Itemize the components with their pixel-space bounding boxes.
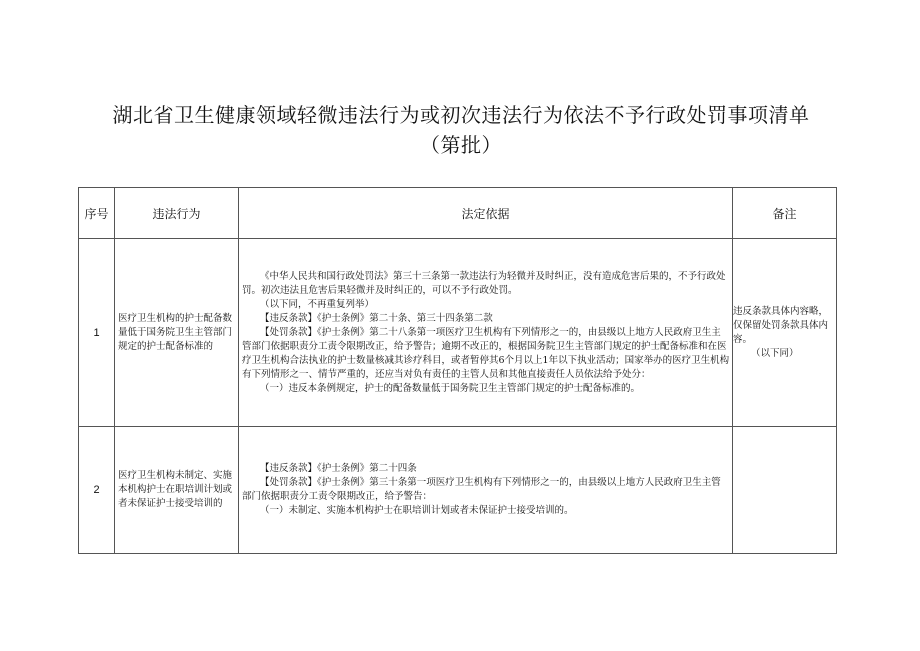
header-act: 违法行为 [115,188,239,239]
remark-text: 违反条款具体内容略，仅保留处罚条款具体内容。 [733,305,829,345]
legal-basis [239,239,733,427]
basis-line: 《中华人民共和国行政处罚法》第三十三条第一款违法行为轻微并及时纠正，没有造成危害后果的，不予行政处罚。初次违法且危害后果轻微并及时纠正的，可以不予行政处罚。 [242,270,726,296]
legal-basis [239,427,733,554]
violation-desc: 医疗卫生机构的护士配备数量低于国务院卫生主管部门规定的护士配备标准的 [118,312,233,352]
row-number: 1 [79,239,115,427]
basis-line: （以下同，不再重复列举） [260,298,375,310]
remark [733,239,837,427]
header-basis: 法定依据 [239,188,733,239]
table-row [79,427,837,554]
header-no: 序号 [79,188,115,239]
violation-text [115,239,239,427]
basis-line: 【违反条款】《护士条例》第二十四条 [260,463,417,474]
basis-line: （一）未制定、实施本机构护士在职培训计划或者未保证护士接受培训的。 [260,505,574,516]
remark [733,427,837,554]
table-row [79,239,837,427]
penalty-table [78,187,837,554]
page-title: 湖北省卫生健康领域轻微违法行为或初次违法行为依法不予行政处罚事项清单（第批） [112,103,810,157]
basis-line: （一）违反本条例规定，护士的配备数量低于国务院卫生主管部门规定的护士配备标准的。 [260,382,641,394]
violation-desc: 医疗卫生机构未制定、实施本机构护士在职培训计划或者未保证护士接受培训的 [118,470,233,509]
basis-line: 【违反条款】《护士条例》第二十条、第三十四条第二款 [260,312,493,324]
remark-text-2: （以下同） [751,347,799,359]
table-header-row [79,188,837,239]
row-number: 2 [79,427,115,554]
violation-text [115,427,239,554]
basis-line: 【处罚条款】《护士条例》第二十八条第一项医疗卫生机构有下列情形之一的，由县级以上地方人民政府卫生主管部门依据职责分工责令限期改正，给予警告；逾期不改正的，根据国务院卫生主管部门规定的护士配备标准和在医疗卫生机构合法执业的护士数量核减其诊疗科目，或者暂停其6个月以上1年以下执业活动；国家举办的医疗卫生机构有下列情形之一、情节严重的，还应当对负有责任的主管人员和其他直接责任人员依法给予处分： [242,326,730,380]
basis-line: 【处罚条款】《护士条例》第三十条第一项医疗卫生机构有下列情形之一的，由县级以上地方人民政府卫生主管部门依据职责分工责令限期改正，给予警告： [242,477,721,502]
header-note: 备注 [733,188,837,239]
